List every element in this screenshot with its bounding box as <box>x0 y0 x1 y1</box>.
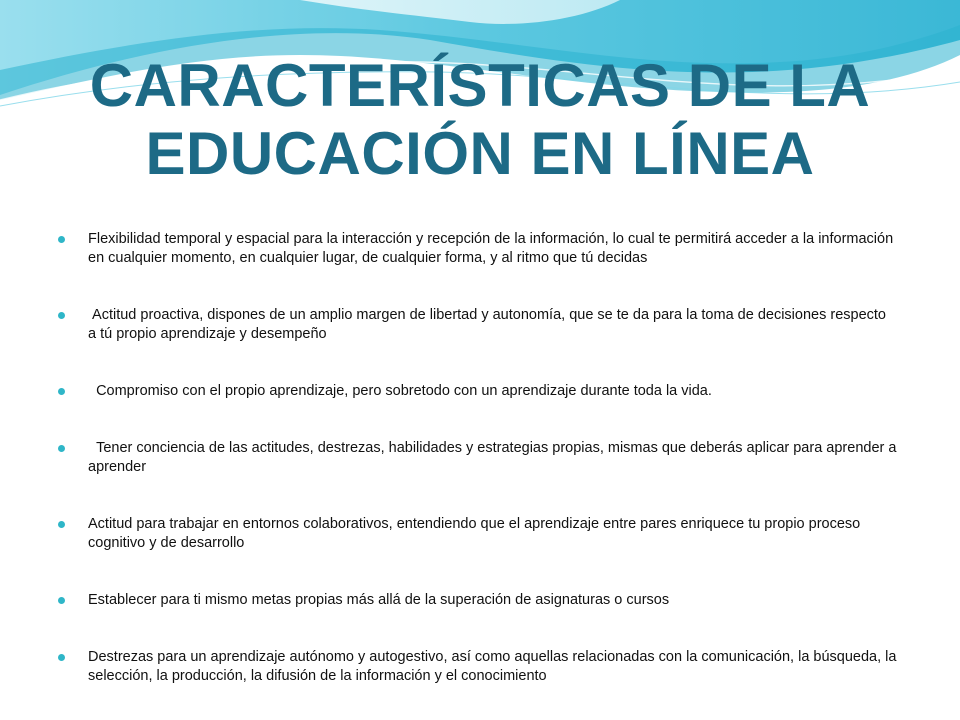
bullet-text: Actitud para trabajar en entornos colaborativos, entendiendo que el aprendizaje entre pares enriquece tu propio proceso cognitivo y de desarrollo <box>88 516 865 551</box>
list-item <box>58 382 898 401</box>
bullet-dot-icon <box>58 312 65 319</box>
list-item <box>58 648 901 686</box>
bullet-dot-icon <box>58 388 65 395</box>
bullet-dot-icon <box>58 521 65 528</box>
bullet-dot-icon <box>58 236 65 243</box>
bullet-text: Establecer para ti mismo metas propias más allá de la superación de asignaturas o cursos <box>88 592 670 608</box>
slide-title <box>40 52 920 188</box>
bullet-dot-icon <box>58 445 65 452</box>
bullet-dot-icon <box>58 654 65 661</box>
list-item <box>58 439 901 477</box>
bullet-text: Destrezas para un aprendizaje autónomo y autogestivo, así como aquellas relacionadas con la comunicación, la búsqueda, la selección, la producción, la difusión de la información y el conocimiento <box>88 649 901 684</box>
list-item <box>58 230 898 268</box>
bullet-list <box>58 230 901 686</box>
list-item <box>58 306 898 344</box>
bullet-text: Flexibilidad temporal y espacial para la interacción y recepción de la información, lo cual te permitirá acceder a la información en cualquier momento, en cualquier lugar, de cualquier forma, y al ritmo que tú decidas <box>88 231 898 266</box>
bullet-dot-icon <box>58 597 65 604</box>
title-line-1: CARACTERÍSTICAS DE LA <box>89 52 871 119</box>
bullet-text: Actitud proactiva, dispones de un amplio margen de libertad y autonomía, que se te da para la toma de decisiones respecto a tú propio aprendizaje y desempeño <box>88 307 891 342</box>
title-line-2: EDUCACIÓN EN LÍNEA <box>145 120 815 187</box>
list-item <box>58 515 898 553</box>
list-item <box>58 591 898 610</box>
bullet-text: Tener conciencia de las actitudes, destrezas, habilidades y estrategias propias, mismas que deberás aplicar para aprender a aprender <box>88 440 901 475</box>
bullet-text: Compromiso con el propio aprendizaje, pero sobretodo con un aprendizaje durante toda la vida. <box>88 383 712 399</box>
